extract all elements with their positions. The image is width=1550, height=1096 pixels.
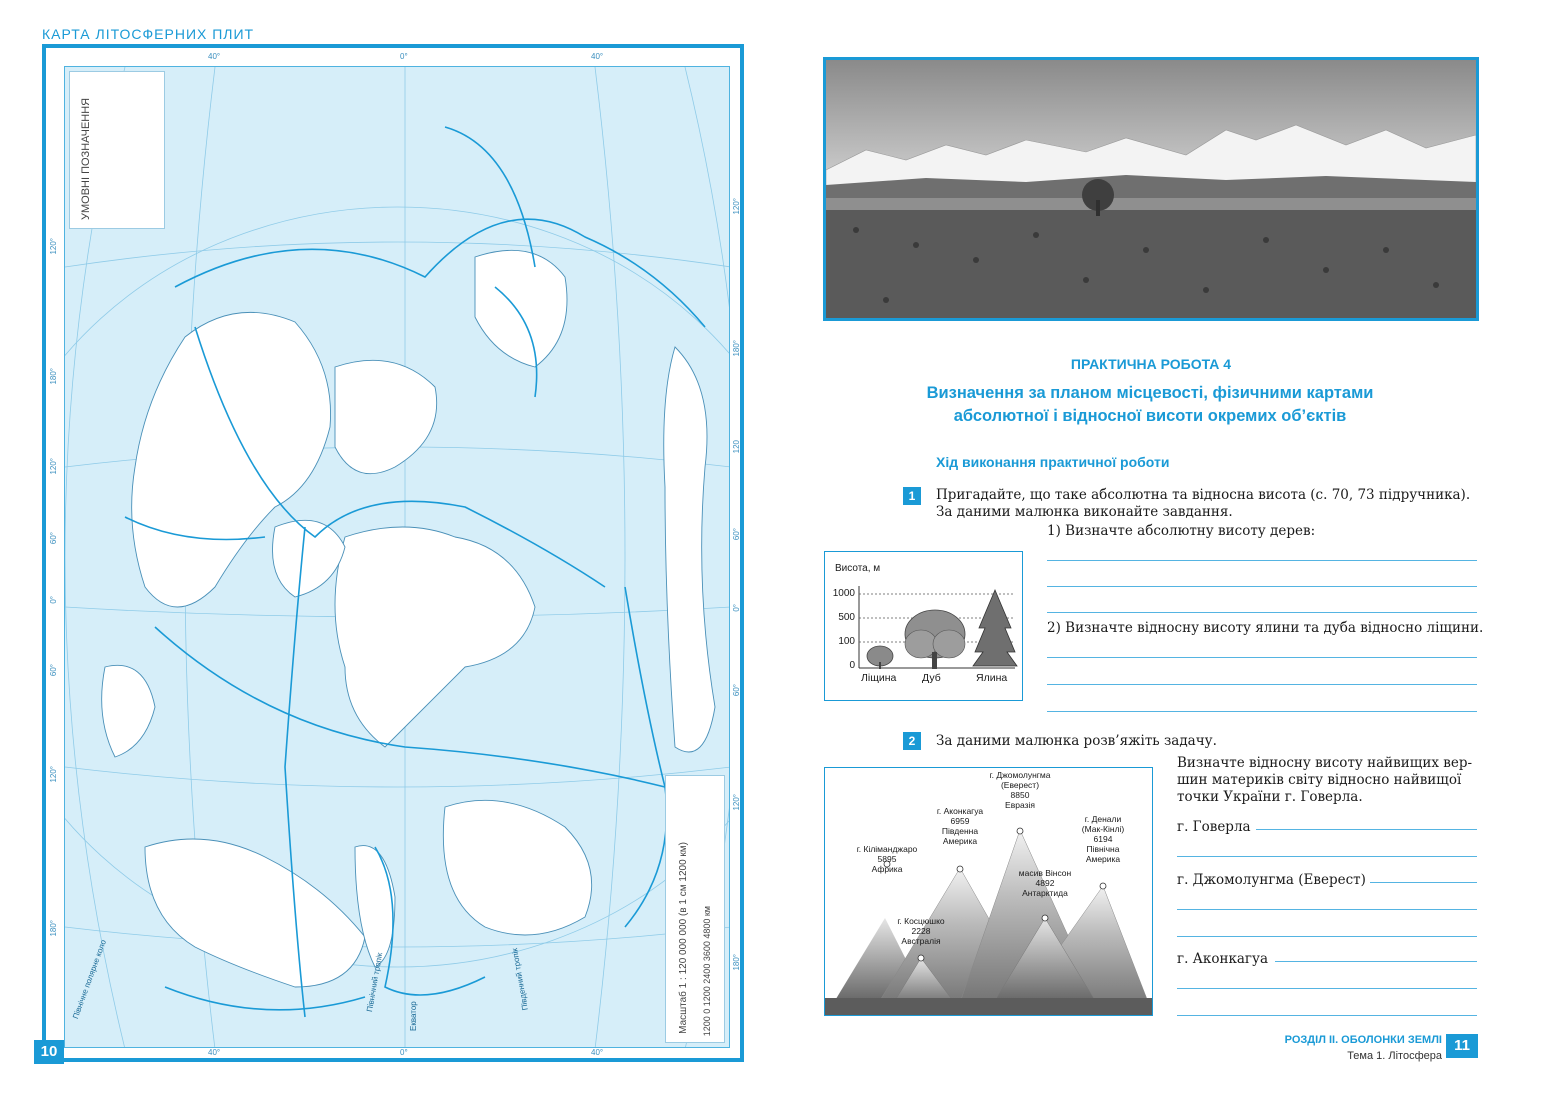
answer-line[interactable] [1177, 936, 1477, 937]
peak-label-kosciuszko [881, 916, 961, 946]
page-number-right: 11 [1446, 1034, 1478, 1058]
peak-kosciuszko-continent: Австралія [901, 936, 941, 946]
answer-line[interactable] [1047, 560, 1477, 561]
right-label-5: 0° [732, 604, 741, 612]
tropic-south-label: Південний тропік [510, 947, 530, 1011]
top-label-3: 40° [591, 52, 604, 61]
answer-line[interactable] [1047, 711, 1477, 712]
oak-icon [905, 610, 965, 669]
peak-aconcagua-name: г. Аконкагуа [936, 806, 984, 816]
peak-vinson-continent: Антарктида [1022, 888, 1068, 898]
arctic-circle-label: Північне полярне коло [71, 938, 108, 1021]
equator-label: Екватор [409, 1001, 418, 1031]
left-label-1: 120° [49, 238, 58, 255]
right-label-1: 120° [732, 198, 741, 215]
task-2-desc-line-2: шин материків світу відносно найвищої [1177, 772, 1462, 788]
practical-work-title: ПРАКТИЧНА РОБОТА 4 [1070, 356, 1232, 372]
answer-line[interactable] [1275, 961, 1477, 962]
peak-aconcagua-continent-2: Америка [942, 836, 978, 846]
tree-label-hazel: Ліщина [861, 672, 897, 684]
peak-kilimanjaro-continent: Африка [871, 864, 903, 874]
peak-label-vinson [1005, 868, 1085, 898]
left-label-6: 60° [49, 664, 58, 677]
legend-box [69, 71, 165, 229]
peak-aconcagua-height: 6959 [950, 816, 970, 826]
task-1-question-1: 1) Визначте абсолютну висоту дерев: [1047, 523, 1316, 539]
practical-work-subtitle [860, 382, 1440, 428]
right-label-2: 180° [732, 340, 741, 357]
peak-everest-name: г. Джомолунгма [989, 770, 1051, 780]
top-label-2: 0° [400, 52, 408, 61]
map-title: КАРТА ЛІТОСФЕРНИХ ПЛИТ [42, 26, 255, 42]
task-2-text: За даними малюнка розв’яжіть задачу. [936, 733, 1217, 749]
answer-line[interactable] [1047, 684, 1477, 685]
task-1-line-2: За даними малюнка виконайте завдання. [936, 504, 1233, 520]
right-label-4: 60° [732, 528, 741, 541]
bottom-label-3: 40° [591, 1048, 604, 1057]
hazel-icon [867, 646, 893, 669]
answer-label-hoverla: г. Говерла [1177, 819, 1251, 835]
bottom-label-1: 40° [208, 1048, 221, 1057]
answer-line[interactable] [1177, 988, 1477, 989]
left-label-5: 0° [49, 596, 58, 604]
answer-line[interactable] [1370, 882, 1477, 883]
scale-text: Масштаб 1 : 120 000 000 (в 1 см 1200 км) [678, 842, 689, 1034]
subtitle-line-2: абсолютної і відносної висоти окремих об’єктів [953, 407, 1347, 425]
height-axis-label: Висота, м [835, 563, 881, 574]
task-2-desc-line-1: Визначте відносну висоту найвищих вер- [1177, 755, 1473, 771]
tick-100: 100 [838, 636, 855, 647]
landscape-photo-image [826, 60, 1476, 318]
peak-kosciuszko-height: 2228 [911, 926, 931, 936]
landscape-photo [823, 57, 1479, 321]
peak-everest-continent: Евразія [1005, 800, 1035, 810]
progress-heading: Хід виконання практичної роботи [936, 454, 1170, 470]
task-2-description [1177, 755, 1477, 806]
tick-1000: 1000 [832, 588, 855, 599]
task-1-text [936, 487, 1481, 521]
right-label-7: 120° [732, 794, 741, 811]
answer-line[interactable] [1047, 586, 1477, 587]
peak-everest-height: 8850 [1010, 790, 1030, 800]
spruce-icon [973, 590, 1017, 666]
lithosphere-plates-map [42, 44, 744, 1062]
peak-kilimanjaro-height: 5895 [877, 854, 897, 864]
peak-vinson-height: 4892 [1035, 878, 1055, 888]
right-label-6: 60° [732, 684, 741, 697]
task-1-question-2: 2) Визначте відносну висоту ялини та дуба відносно ліщини. [1047, 620, 1484, 636]
peak-kilimanjaro-name: г. Кіліманджаро [856, 844, 918, 854]
peak-denali-continent-2: Америка [1085, 854, 1121, 864]
task-2-desc-line-3: точки України г. Говерла. [1177, 789, 1363, 805]
peak-label-kilimanjaro [845, 844, 929, 874]
right-label-3: 120 [732, 440, 741, 454]
peak-kosciuszko-name: г. Косцюшко [897, 916, 945, 926]
scale-ticks: 1200 0 1200 2400 3600 4800 км [702, 905, 712, 1036]
left-label-8: 180° [49, 920, 58, 937]
peak-aconcagua-continent-1: Південна [941, 826, 979, 836]
tree-label-oak: Дуб [922, 672, 941, 684]
footer-topic: Тема 1. Літосфера [1347, 1050, 1442, 1062]
answer-line[interactable] [1047, 657, 1477, 658]
task-1-number: 1 [903, 487, 921, 505]
tree-label-spruce: Ялина [976, 672, 1008, 684]
tropic-north-label: Північний тропік [365, 952, 385, 1013]
map-area [64, 66, 730, 1048]
footer-section: РОЗДІЛ ІІ. ОБОЛОНКИ ЗЕМЛІ [1284, 1034, 1442, 1046]
tree-height-diagram [824, 551, 1023, 701]
subtitle-line-1: Визначення за планом місцевості, фізичними картами [926, 384, 1374, 402]
left-label-2: 180° [49, 368, 58, 385]
right-label-8: 180° [732, 954, 741, 971]
peak-label-everest [975, 770, 1065, 810]
answer-label-aconcagua: г. Аконкагуа [1177, 951, 1268, 967]
answer-line[interactable] [1177, 1015, 1477, 1016]
top-label-1: 40° [208, 52, 221, 61]
answer-line[interactable] [1047, 612, 1477, 613]
peak-label-aconcagua [925, 806, 995, 846]
bottom-label-2: 0° [400, 1048, 408, 1057]
tick-500: 500 [838, 612, 855, 623]
answer-line[interactable] [1177, 856, 1477, 857]
peak-denali-height: 6194 [1093, 834, 1113, 844]
tick-0: 0 [849, 660, 855, 671]
peak-vinson-name: масив Вінсон [1018, 868, 1072, 878]
peak-denali-continent-1: Північна [1086, 844, 1120, 854]
left-label-3: 120° [49, 458, 58, 475]
scale-box [665, 775, 725, 1043]
legend-label: УМОВНІ ПОЗНАЧЕННЯ [80, 97, 92, 220]
answer-line[interactable] [1177, 909, 1477, 910]
mountain-peaks-diagram [824, 767, 1153, 1016]
left-label-7: 120° [49, 766, 58, 783]
peak-denali-name: г. Денали [1084, 814, 1122, 824]
left-label-4: 60° [49, 532, 58, 545]
answer-label-everest: г. Джомолунгма (Еверест) [1177, 872, 1366, 888]
peak-label-denali [1073, 814, 1133, 864]
peak-denali-alt-name: (Мак-Кінлі) [1081, 824, 1125, 834]
task-2-number: 2 [903, 732, 921, 750]
answer-line[interactable] [1256, 829, 1477, 830]
peak-everest-alt-name: (Еверест) [1000, 780, 1040, 790]
task-1-line-1: Пригадайте, що таке абсолютна та відносна висота (с. 70, 73 підручника). [936, 487, 1471, 503]
page-number-left: 10 [34, 1040, 64, 1064]
